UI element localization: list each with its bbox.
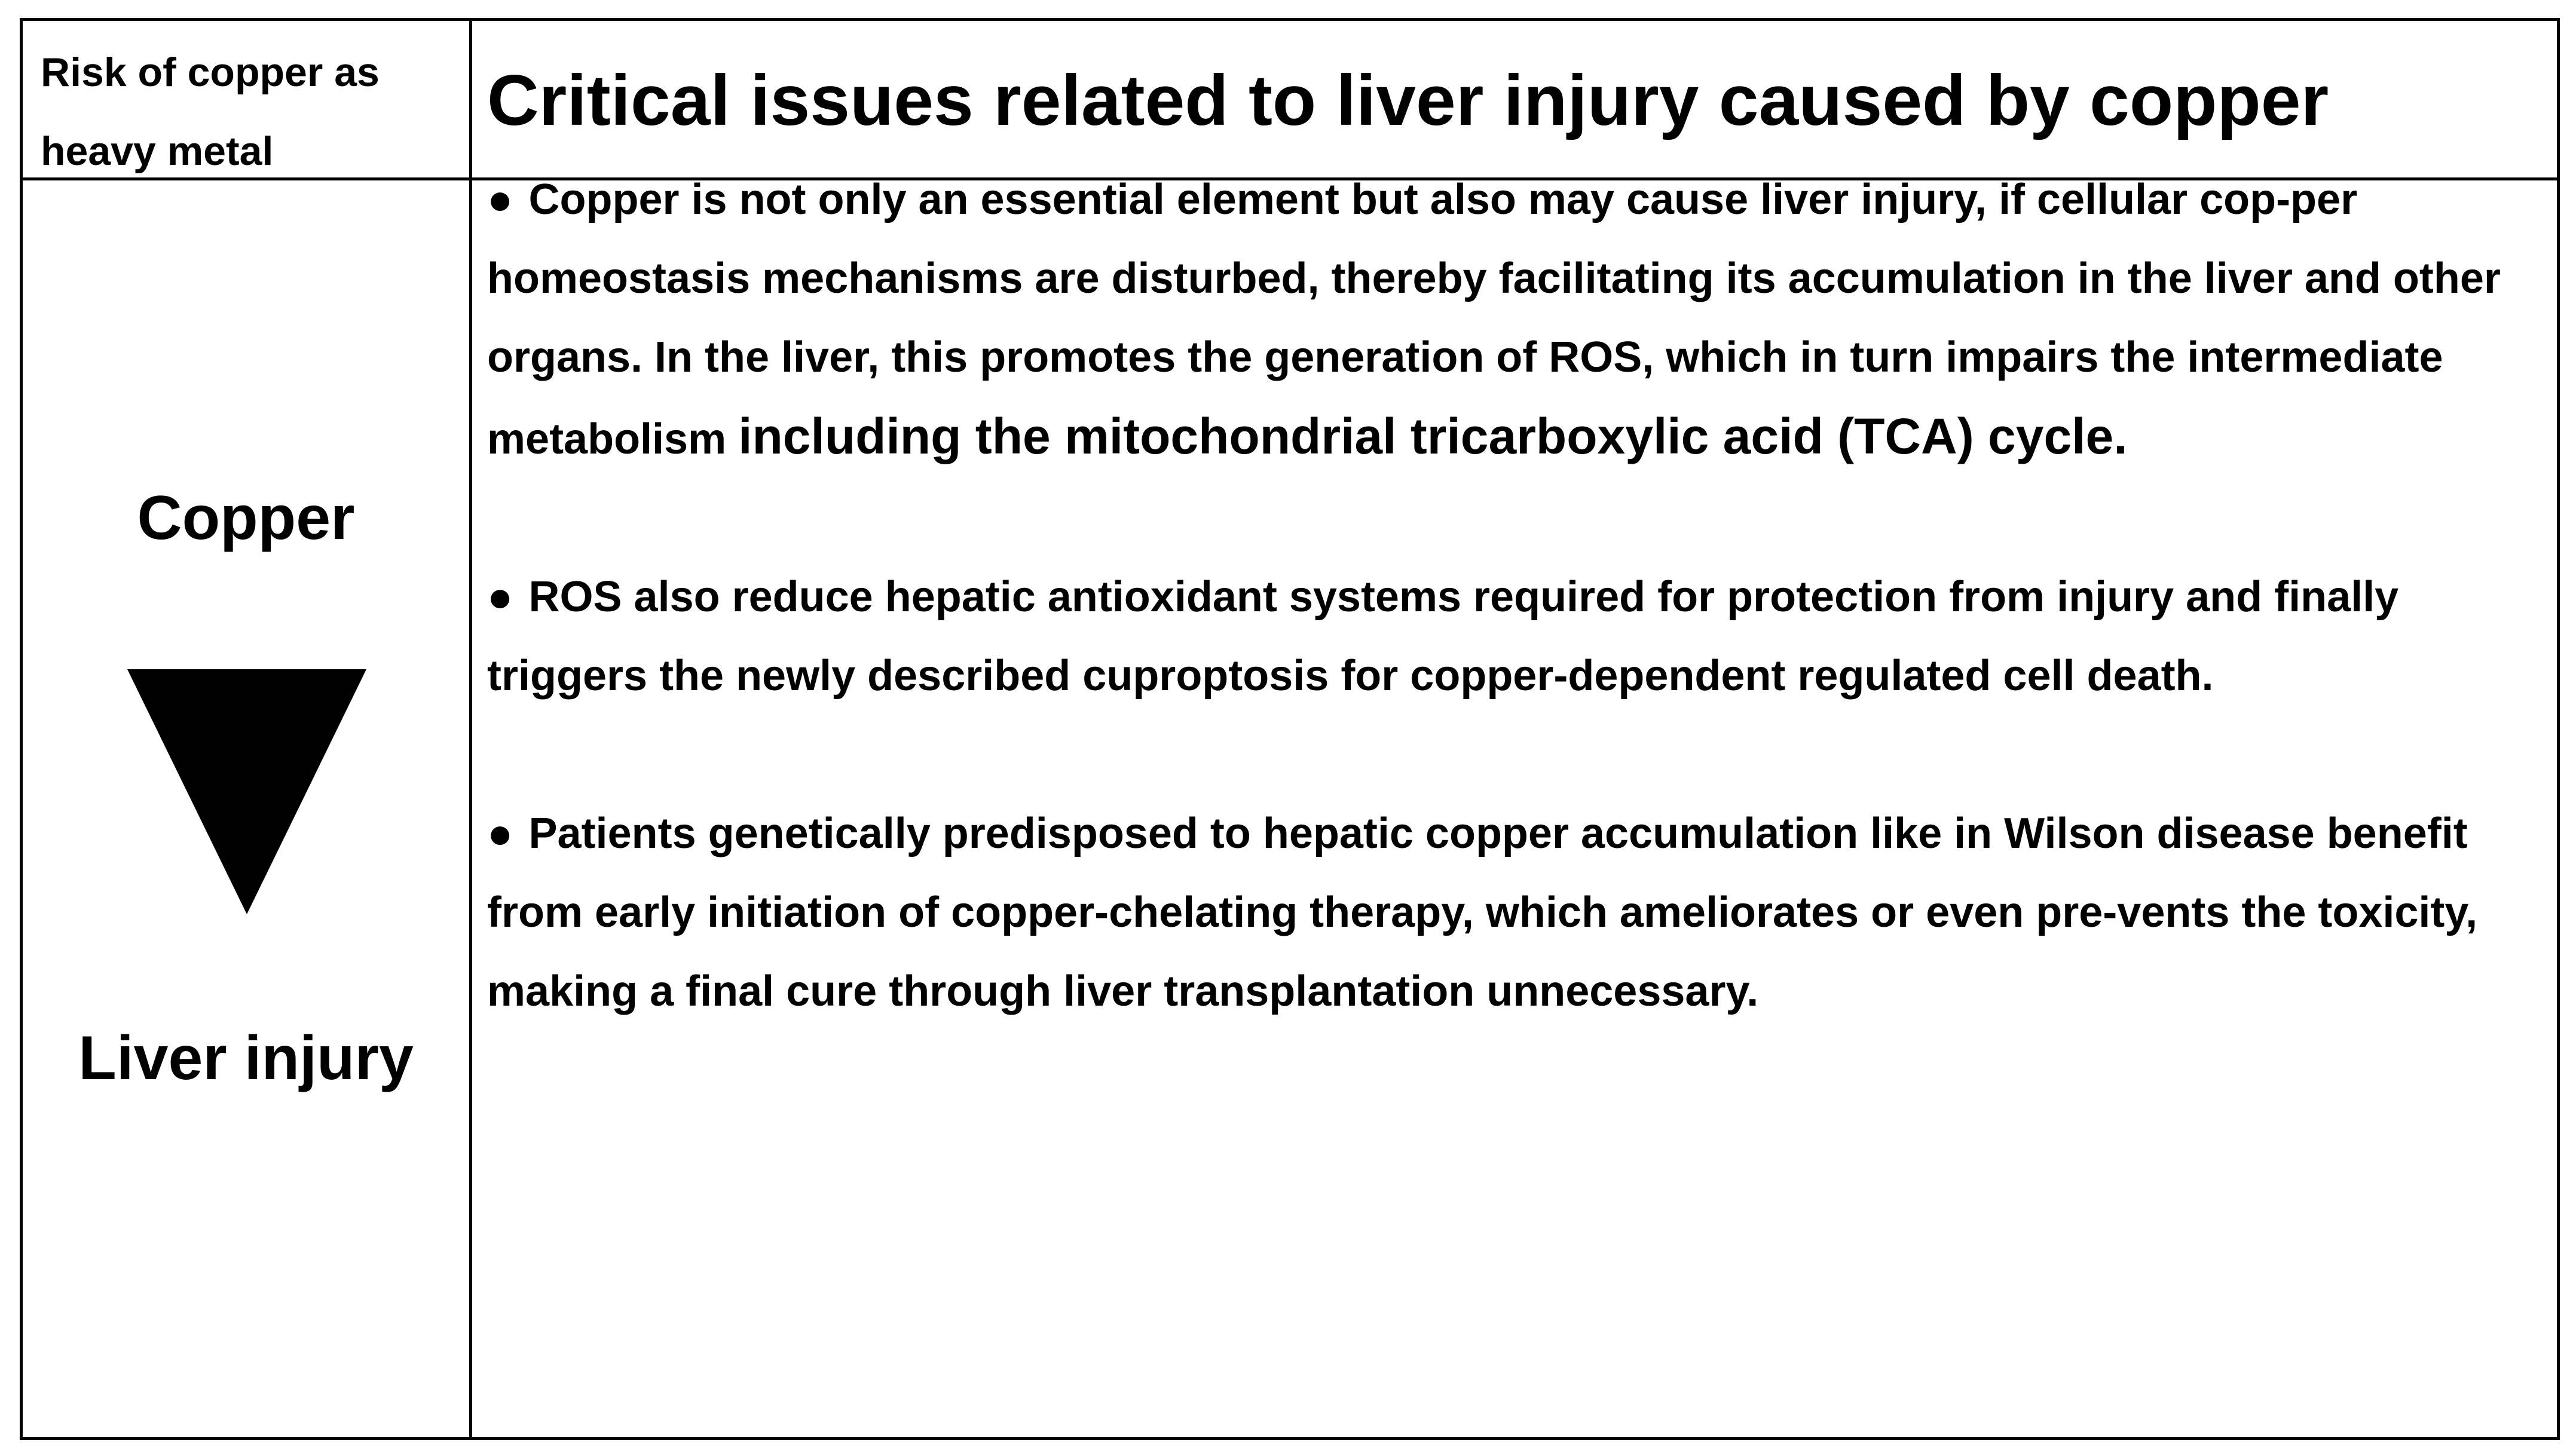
issue-text-emphasis: including the mitochondrial tricarboxylic acid (TCA) cycle. [738,408,2128,464]
header-risk-label: Risk of copper as heavy metal [41,50,380,174]
down-triangle-icon [127,669,366,914]
issue-text: Patients genetically predisposed to hepatic copper accumulation like in Wilson disease benefit from early initiation of copper-chelating therapy, which ameliorates or even pre-vents the toxicity, making a final cure through liver transplantation unnecessary. [487,810,2478,1015]
cause-label: Copper [137,483,355,553]
bullet-icon: ● [487,810,513,857]
left-column [23,180,469,1440]
bullet-icon: ● [487,176,513,223]
bullet-icon: ● [487,573,513,621]
issue-text: ROS also reduce hepatic antioxidant systems required for protection from injury and finally triggers the newly described cuproptosis for copper-dependent regulated cell death. [487,573,2399,700]
effect-label: Liver injury [78,1024,414,1093]
issue-text: Copper is not only an essential element but also may cause liver injury, if cellular cop-per homeostasis mechanisms are disturbed, thereby facilitating its accumulation in the liver and other organs. In the liver, this promotes the generation of ROS, which in turn impairs the intermediate metabolism [487,176,2501,463]
header-title: Critical issues related to liver injury caused by copper [487,60,2329,140]
issue-paragraph-3 [487,794,2555,1031]
issues-content [487,160,2555,1110]
issue-paragraph-1 [487,160,2555,479]
risk-table [20,18,2560,1440]
issue-paragraph-2 [487,557,2555,715]
column-divider [469,21,472,1437]
